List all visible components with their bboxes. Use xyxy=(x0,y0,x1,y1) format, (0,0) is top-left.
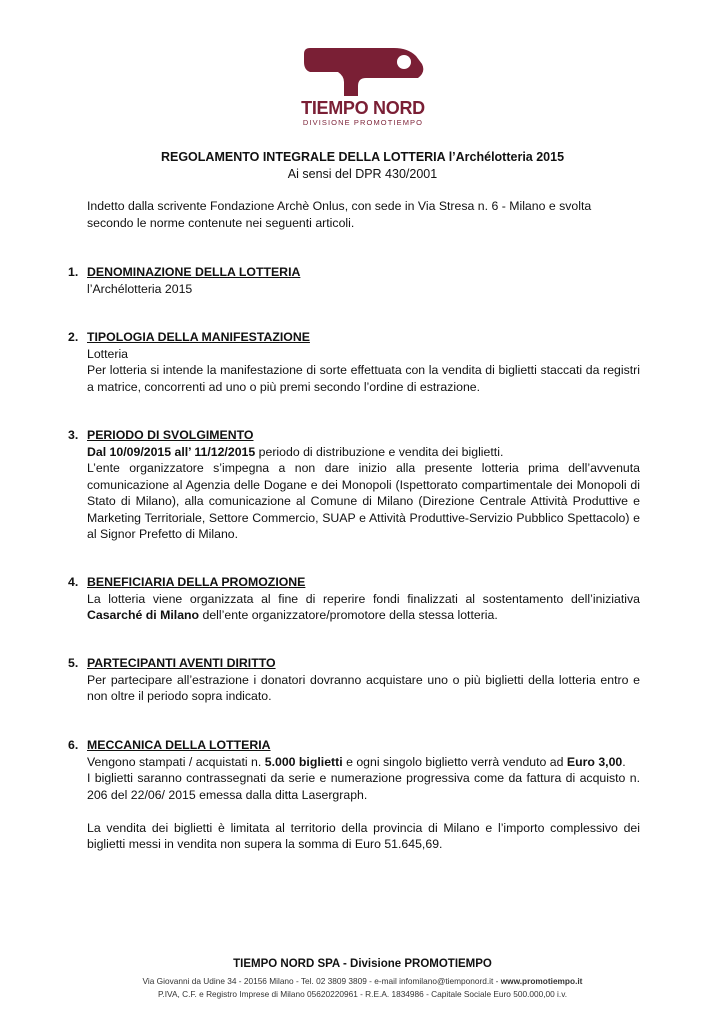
initiative-name: Casarché di Milano xyxy=(87,608,200,622)
article-number: 1. xyxy=(68,265,79,279)
article-heading: TIPOLOGIA DELLA MANIFESTAZIONE xyxy=(87,330,310,344)
article-text: Per partecipare all’estrazione i donatori dovranno acquistare uno o più biglietti della lotteria entro e non oltre il periodo sopra indicato. xyxy=(87,672,640,703)
brand-name: TIEMPO NORD xyxy=(301,98,425,118)
article-number: 5. xyxy=(68,656,79,670)
text-part: e ogni singolo biglietto verrà venduto ad xyxy=(342,754,567,769)
article-number: 2. xyxy=(68,330,79,344)
article-heading: PARTECIPANTI AVENTI DIRITTO xyxy=(87,656,276,670)
text-part: dell’ente organizzatore/promotore della stessa lotteria. xyxy=(199,608,498,622)
article-heading: DENOMINAZIONE DELLA LOTTERIA xyxy=(87,265,301,279)
period-description: periodo di distribuzione e vendita dei biglietti. xyxy=(255,444,504,459)
article-text xyxy=(87,591,640,624)
article-text: L’ente organizzatore s’impegna a non dare inizio alla presente lotteria prima dell’avvenuta comunicazione al Agenzia delle Dogane e dei Monopoli (Ispettorato compartimentale dei Monopoli di Stato di Milano), alla comunicazione al Comune di Milano (Direzione Centrale Attività Produttive e Marketing Territoriale, Settore Commercio, SUAP e Attività Produttive-Servizio Pubblico Spettacolo) e al Signor Prefetto di Milano. xyxy=(87,461,640,541)
article-number: 6. xyxy=(68,738,79,752)
document-title: REGOLAMENTO INTEGRALE DELLA LOTTERIA l’Archélotteria 2015 xyxy=(160,150,565,164)
ticket-price: Euro 3,00 xyxy=(566,754,623,769)
article-5 xyxy=(68,655,640,705)
period-line xyxy=(87,444,640,461)
article-3 xyxy=(68,427,640,543)
article-2 xyxy=(68,329,640,395)
document-subtitle: Ai sensi del DPR 430/2001 xyxy=(287,167,438,181)
brand-division: DIVISIONE PROMOTIEMPO xyxy=(302,118,424,127)
article-heading: BENEFICIARIA DELLA PROMOZIONE xyxy=(87,575,306,589)
article-heading: MECCANICA DELLA LOTTERIA xyxy=(87,738,271,752)
article-1 xyxy=(68,264,640,297)
text-part: Vengono stampati / acquistati n. xyxy=(87,754,265,769)
footer-website-link[interactable]: www.promotiempo.it xyxy=(500,976,583,986)
article-text xyxy=(87,754,640,771)
article-text: l’Archélotteria 2015 xyxy=(87,281,193,296)
article-6 xyxy=(68,737,640,853)
article-4 xyxy=(68,574,640,624)
article-heading: PERIODO DI SVOLGIMENTO xyxy=(87,428,254,442)
text-part: La lotteria viene organizzata al fine di reperire fondi finalizzati al sostentamento dell’iniziativa xyxy=(87,591,640,606)
article-text: Per lotteria si intende la manifestazione di sorte effettuata con la vendita di biglietti staccati da registri a matrice, concorrenti ad uno o più premi secondo l’ordine di estrazione. xyxy=(87,363,640,394)
logo-mark-icon xyxy=(296,42,430,102)
footer-address xyxy=(0,976,725,986)
intro-paragraph: Indetto dalla scrivente Fondazione Archè Onlus, con sede in Via Stresa n. 6 - Milano e svolta secondo le norme contenute nei seguenti articoli. xyxy=(87,199,592,230)
article-text: I biglietti saranno contrassegnati da serie e numerazione progressiva come da fattura di acquisto n. 206 del 22/06/ 2015 emessa dalla ditta Lasergraph. xyxy=(87,771,640,802)
footer-contacts: Via Giovanni da Udine 34 - 20156 Milano - Tel. 02 3809 3809 - e-mail infomilano@tiemponord.it - xyxy=(142,976,501,986)
ticket-count: 5.000 biglietti xyxy=(264,754,343,769)
footer-company: TIEMPO NORD SPA - Divisione PROMOTIEMPO xyxy=(233,958,492,970)
article-number: 3. xyxy=(68,428,79,442)
footer-legal: P.IVA, C.F. e Registro Imprese di Milano 05620220961 - R.E.A. 1834986 - Capitale Sociale Euro 500.000,00 i.v. xyxy=(157,989,568,999)
period-dates: Dal 10/09/2015 all’ 11/12/2015 xyxy=(87,444,256,459)
article-text: La vendita dei biglietti è limitata al territorio della provincia di Milano e l’importo complessivo dei biglietti messi in vendita non supera la somma di Euro 51.645,69. xyxy=(87,820,640,851)
article-text: Lotteria xyxy=(87,346,129,361)
text-part: . xyxy=(622,754,626,769)
article-number: 4. xyxy=(68,575,79,589)
